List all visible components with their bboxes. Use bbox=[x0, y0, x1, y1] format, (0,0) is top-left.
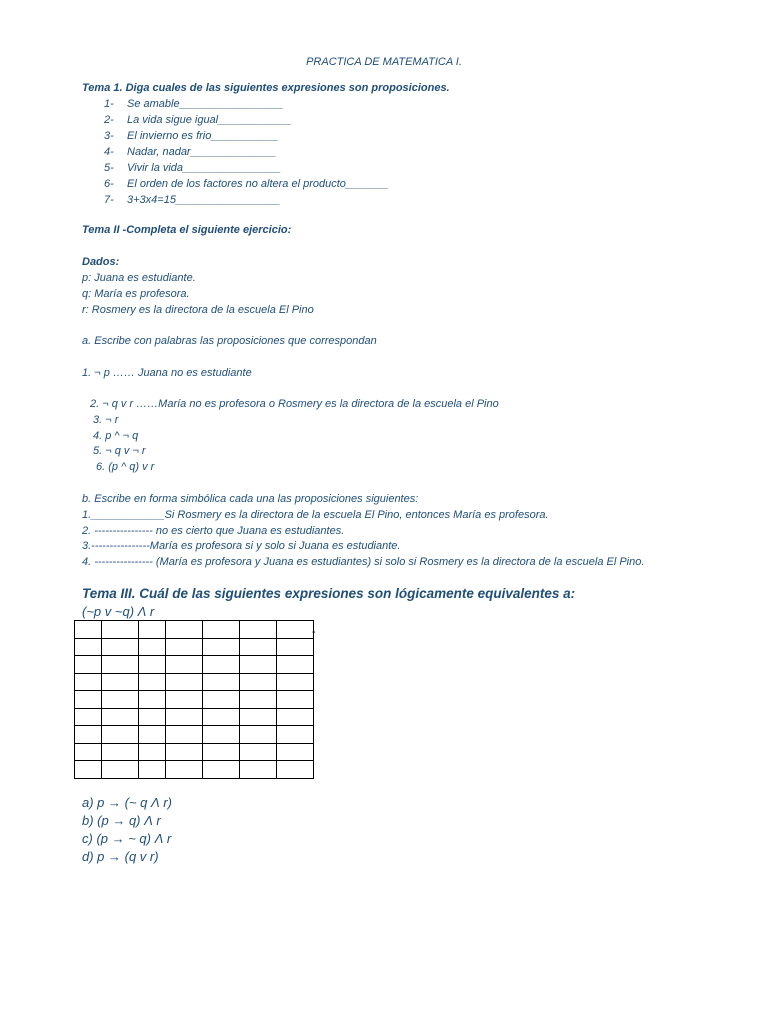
truth-table-cell bbox=[166, 691, 203, 709]
truth-table-cell bbox=[277, 726, 314, 744]
truth-table-cell bbox=[139, 673, 166, 691]
tema1-item-number: 4- bbox=[104, 146, 114, 158]
truth-table-row bbox=[75, 726, 314, 744]
tema1-item-number: 2- bbox=[104, 114, 114, 126]
truth-table-cell bbox=[75, 708, 102, 726]
part-b-item-1: 1.____________Si Rosmery es la directora de la escuela El Pino, entonces María es profesora. bbox=[82, 509, 549, 521]
truth-table-cell bbox=[166, 708, 203, 726]
part-b-item-3: 3.----------------María es profesora si y solo si Juana es estudiante. bbox=[82, 540, 401, 552]
tema2-heading: Tema II -Completa el siguiente ejercicio: bbox=[82, 224, 292, 236]
truth-table-cell bbox=[102, 673, 139, 691]
option-c: c) (p → ~ q) Ʌ r bbox=[82, 831, 172, 846]
truth-table-cell bbox=[277, 761, 314, 779]
tema1-item-text: Se amable_________________ bbox=[127, 98, 284, 110]
truth-table-cell bbox=[102, 638, 139, 656]
option-a: a) p → (~ q Ʌ r) bbox=[82, 795, 172, 810]
tema3-expression: (~p v ~q) Ʌ r bbox=[82, 604, 155, 619]
truth-table-cell bbox=[203, 621, 240, 639]
part-a-item-2: 2. ¬ q v r ……María no es profesora o Rosmery es la directora de la escuela el Pino bbox=[90, 398, 499, 410]
truth-table-cell bbox=[102, 708, 139, 726]
truth-table-cell bbox=[139, 726, 166, 744]
part-a-item-5: 5. ¬ q v ¬ r bbox=[93, 445, 146, 457]
truth-table-cell bbox=[102, 656, 139, 674]
truth-table-cell bbox=[139, 621, 166, 639]
tema3-heading: Tema III. Cuál de las siguientes expresiones son lógicamente equivalentes a: bbox=[82, 586, 576, 601]
truth-table-cell bbox=[75, 691, 102, 709]
truth-table-cell bbox=[203, 691, 240, 709]
truth-table-cell bbox=[139, 691, 166, 709]
tema1-item-number: 6- bbox=[104, 178, 114, 190]
tema1-item-text: El orden de los factores no altera el producto_______ bbox=[127, 178, 389, 190]
truth-table-cell bbox=[277, 708, 314, 726]
truth-table-cell bbox=[139, 708, 166, 726]
truth-table-row bbox=[75, 656, 314, 674]
dado-r: r: Rosmery es la directora de la escuela El Pino bbox=[82, 304, 314, 316]
truth-table-cell bbox=[75, 621, 102, 639]
truth-table-row bbox=[75, 761, 314, 779]
part-b-instruction: b. Escribe en forma simbólica cada una las proposiciones siguientes: bbox=[82, 493, 419, 505]
truth-table-cell bbox=[102, 621, 139, 639]
truth-table-cell bbox=[139, 638, 166, 656]
side-mark: - bbox=[312, 626, 316, 638]
truth-table-cell bbox=[203, 673, 240, 691]
part-a-item-1: 1. ¬ p …… Juana no es estudiante bbox=[82, 367, 252, 379]
truth-table-cell bbox=[102, 691, 139, 709]
truth-table-cell bbox=[203, 743, 240, 761]
tema1-item-number: 3- bbox=[104, 130, 114, 142]
dado-p: p: Juana es estudiante. bbox=[82, 272, 196, 284]
truth-table-cell bbox=[166, 621, 203, 639]
tema1-item-number: 7- bbox=[104, 194, 114, 206]
tema1-heading: Tema 1. Diga cuales de las siguientes expresiones son proposiciones. bbox=[82, 82, 450, 94]
truth-table-cell bbox=[240, 656, 277, 674]
tema1-item-number: 1- bbox=[104, 98, 114, 110]
dado-q: q: María es profesora. bbox=[82, 288, 190, 300]
part-b-item-4: 4. ---------------- (María es profesora y Juana es estudiantes) si solo si Rosmery es la directora de la escuela El Pino. bbox=[82, 556, 645, 568]
part-b-item-2: 2. ---------------- no es cierto que Juana es estudiantes. bbox=[82, 525, 345, 537]
truth-table-cell bbox=[240, 691, 277, 709]
truth-table-cell bbox=[277, 691, 314, 709]
truth-table-cell bbox=[203, 761, 240, 779]
tema1-item-text: Vivir la vida________________ bbox=[127, 162, 281, 174]
truth-table-cell bbox=[102, 761, 139, 779]
truth-table-cell bbox=[240, 673, 277, 691]
part-a-item-6: 6. (p ^ q) v r bbox=[96, 461, 155, 473]
truth-table-cell bbox=[166, 761, 203, 779]
option-d: d) p → (q v r) bbox=[82, 849, 159, 864]
truth-table-cell bbox=[166, 743, 203, 761]
truth-table-cell bbox=[166, 726, 203, 744]
truth-table-cell bbox=[277, 638, 314, 656]
truth-table-cell bbox=[102, 726, 139, 744]
truth-table-cell bbox=[240, 743, 277, 761]
tema1-item-text: El invierno es frio___________ bbox=[127, 130, 279, 142]
truth-table-cell bbox=[75, 638, 102, 656]
truth-table-row bbox=[75, 743, 314, 761]
tema1-item-text: La vida sigue igual____________ bbox=[127, 114, 292, 126]
truth-table-cell bbox=[75, 743, 102, 761]
part-a-item-3: 3. ¬ r bbox=[93, 414, 119, 426]
truth-table-cell bbox=[203, 708, 240, 726]
truth-table-row bbox=[75, 638, 314, 656]
truth-table bbox=[74, 620, 314, 779]
truth-table-cell bbox=[139, 743, 166, 761]
dados-label: Dados: bbox=[82, 256, 120, 268]
truth-table-row bbox=[75, 691, 314, 709]
truth-table-cell bbox=[240, 621, 277, 639]
truth-table-cell bbox=[75, 656, 102, 674]
truth-table-row bbox=[75, 621, 314, 639]
truth-table-cell bbox=[240, 761, 277, 779]
tema1-item-text: Nadar, nadar______________ bbox=[127, 146, 277, 158]
truth-table-cell bbox=[203, 726, 240, 744]
truth-table-cell bbox=[166, 656, 203, 674]
truth-table-row bbox=[75, 673, 314, 691]
truth-table-cell bbox=[277, 743, 314, 761]
truth-table-cell bbox=[277, 673, 314, 691]
truth-table-cell bbox=[240, 708, 277, 726]
part-a-item-4: 4. p ^ ¬ q bbox=[93, 430, 139, 442]
option-b: b) (p → q) Ʌ r bbox=[82, 813, 161, 828]
truth-table-cell bbox=[203, 638, 240, 656]
tema1-item-text: 3+3x4=15_________________ bbox=[127, 194, 280, 206]
truth-table-cell bbox=[277, 621, 314, 639]
truth-table-row bbox=[75, 708, 314, 726]
truth-table-cell bbox=[75, 761, 102, 779]
truth-table-cell bbox=[277, 656, 314, 674]
truth-table-cell bbox=[75, 726, 102, 744]
truth-table-cell bbox=[75, 673, 102, 691]
truth-table-cell bbox=[166, 638, 203, 656]
page-title: PRACTICA DE MATEMATICA I. bbox=[306, 56, 462, 68]
truth-table-cell bbox=[203, 656, 240, 674]
truth-table-cell bbox=[102, 743, 139, 761]
tema1-item-number: 5- bbox=[104, 162, 114, 174]
truth-table-cell bbox=[240, 726, 277, 744]
truth-table-cell bbox=[139, 761, 166, 779]
part-a-instruction: a. Escribe con palabras las proposiciones que correspondan bbox=[82, 335, 377, 347]
truth-table-cell bbox=[139, 656, 166, 674]
truth-table-cell bbox=[240, 638, 277, 656]
truth-table-cell bbox=[166, 673, 203, 691]
